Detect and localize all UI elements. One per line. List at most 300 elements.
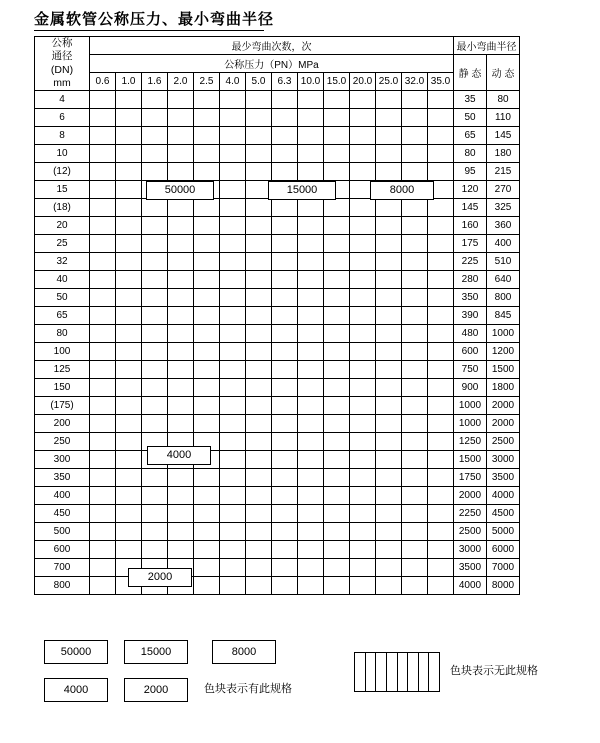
cell-r24-c5 [220, 523, 246, 541]
dn-value: 350 [35, 469, 90, 487]
overlay-label-2000: 2000 [128, 568, 192, 587]
cell-r16-c7 [272, 379, 298, 397]
cell-r1-c2 [142, 109, 168, 127]
cell-r19-c1 [116, 433, 142, 451]
cell-r10-c10 [350, 271, 376, 289]
static-radius: 600 [454, 343, 487, 361]
cell-r9-c4 [194, 253, 220, 271]
dn-value: 65 [35, 307, 90, 325]
cell-r0-c0 [90, 91, 116, 109]
dynamic-radius: 360 [487, 217, 520, 235]
pressure-col-13: 35.0 [428, 73, 454, 91]
cell-r1-c5 [220, 109, 246, 127]
cell-r22-c6 [246, 487, 272, 505]
cell-r6-c12 [402, 199, 428, 217]
cell-r15-c6 [246, 361, 272, 379]
dynamic-radius: 1200 [487, 343, 520, 361]
dn-value: 32 [35, 253, 90, 271]
cell-r0-c3 [168, 91, 194, 109]
cell-r18-c11 [376, 415, 402, 433]
cell-r12-c2 [142, 307, 168, 325]
cell-r5-c0 [90, 181, 116, 199]
cell-r21-c4 [194, 469, 220, 487]
dn-value: 500 [35, 523, 90, 541]
cell-r7-c6 [246, 217, 272, 235]
cell-r3-c3 [168, 145, 194, 163]
dynamic-radius: 3500 [487, 469, 520, 487]
cell-r12-c5 [220, 307, 246, 325]
dn-value: 6 [35, 109, 90, 127]
cell-r3-c13 [428, 145, 454, 163]
cell-r1-c12 [402, 109, 428, 127]
cell-r19-c13 [428, 433, 454, 451]
cell-r7-c10 [350, 217, 376, 235]
cell-r21-c12 [402, 469, 428, 487]
cell-r1-c13 [428, 109, 454, 127]
cell-r13-c5 [220, 325, 246, 343]
cell-r18-c1 [116, 415, 142, 433]
cell-r24-c4 [194, 523, 220, 541]
legend-box-8000: 8000 [212, 640, 276, 664]
cell-r4-c5 [220, 163, 246, 181]
cell-r23-c8 [298, 505, 324, 523]
cell-r0-c13 [428, 91, 454, 109]
min-radius-header: 最小弯曲半径 [454, 37, 520, 55]
cell-r4-c3 [168, 163, 194, 181]
cell-r4-c1 [116, 163, 142, 181]
cell-r14-c13 [428, 343, 454, 361]
dynamic-radius: 845 [487, 307, 520, 325]
cell-r25-c11 [376, 541, 402, 559]
cell-r25-c10 [350, 541, 376, 559]
cell-r18-c4 [194, 415, 220, 433]
cell-r4-c7 [272, 163, 298, 181]
cell-r13-c6 [246, 325, 272, 343]
cell-r4-c13 [428, 163, 454, 181]
cell-r7-c3 [168, 217, 194, 235]
cell-r26-c6 [246, 559, 272, 577]
cell-r9-c12 [402, 253, 428, 271]
cell-r4-c4 [194, 163, 220, 181]
cell-r14-c2 [142, 343, 168, 361]
cell-r0-c8 [298, 91, 324, 109]
cell-r4-c12 [402, 163, 428, 181]
cell-r2-c12 [402, 127, 428, 145]
table-row [35, 505, 520, 523]
cell-r23-c11 [376, 505, 402, 523]
cell-r15-c2 [142, 361, 168, 379]
cell-r26-c0 [90, 559, 116, 577]
cell-r9-c10 [350, 253, 376, 271]
table-row [35, 433, 520, 451]
cell-r3-c5 [220, 145, 246, 163]
cell-r11-c6 [246, 289, 272, 307]
cell-r0-c1 [116, 91, 142, 109]
cell-r8-c10 [350, 235, 376, 253]
cell-r21-c5 [220, 469, 246, 487]
cell-r27-c13 [428, 577, 454, 595]
cell-r12-c1 [116, 307, 142, 325]
static-header: 静 态 [454, 55, 487, 91]
cell-r27-c4 [194, 577, 220, 595]
cell-r1-c3 [168, 109, 194, 127]
cell-r14-c10 [350, 343, 376, 361]
static-radius: 35 [454, 91, 487, 109]
cell-r4-c0 [90, 163, 116, 181]
cell-r8-c2 [142, 235, 168, 253]
cell-r12-c3 [168, 307, 194, 325]
cell-r9-c6 [246, 253, 272, 271]
cell-r9-c13 [428, 253, 454, 271]
cell-r13-c12 [402, 325, 428, 343]
cell-r4-c9 [324, 163, 350, 181]
cell-r9-c9 [324, 253, 350, 271]
dynamic-radius: 110 [487, 109, 520, 127]
cell-r27-c7 [272, 577, 298, 595]
cell-r3-c7 [272, 145, 298, 163]
cell-r25-c2 [142, 541, 168, 559]
static-radius: 1000 [454, 397, 487, 415]
cell-r1-c11 [376, 109, 402, 127]
table-row [35, 253, 520, 271]
cell-r25-c7 [272, 541, 298, 559]
cell-r24-c11 [376, 523, 402, 541]
pressure-col-11: 25.0 [376, 73, 402, 91]
cell-r3-c2 [142, 145, 168, 163]
dn-value: 400 [35, 487, 90, 505]
cell-r10-c9 [324, 271, 350, 289]
cell-r25-c13 [428, 541, 454, 559]
cell-r6-c8 [298, 199, 324, 217]
static-radius: 280 [454, 271, 487, 289]
cell-r12-c7 [272, 307, 298, 325]
cell-r23-c7 [272, 505, 298, 523]
table-row [35, 397, 520, 415]
cell-r23-c5 [220, 505, 246, 523]
cell-r2-c9 [324, 127, 350, 145]
overlay-label-8000: 8000 [370, 181, 434, 200]
cell-r11-c8 [298, 289, 324, 307]
static-radius: 175 [454, 235, 487, 253]
static-radius: 2250 [454, 505, 487, 523]
cell-r19-c0 [90, 433, 116, 451]
cell-r11-c2 [142, 289, 168, 307]
table-header [35, 37, 520, 91]
cell-r3-c11 [376, 145, 402, 163]
cell-r18-c7 [272, 415, 298, 433]
static-radius: 2000 [454, 487, 487, 505]
cell-r25-c1 [116, 541, 142, 559]
cell-r24-c12 [402, 523, 428, 541]
cell-r10-c1 [116, 271, 142, 289]
cell-r4-c6 [246, 163, 272, 181]
cell-r22-c13 [428, 487, 454, 505]
legend-box-2000: 2000 [124, 678, 188, 702]
cell-r22-c5 [220, 487, 246, 505]
cell-r11-c0 [90, 289, 116, 307]
cell-r15-c7 [272, 361, 298, 379]
cell-r15-c0 [90, 361, 116, 379]
cell-r16-c5 [220, 379, 246, 397]
cell-r6-c1 [116, 199, 142, 217]
cell-r21-c1 [116, 469, 142, 487]
cell-r15-c3 [168, 361, 194, 379]
cell-r19-c10 [350, 433, 376, 451]
cell-r23-c13 [428, 505, 454, 523]
cell-r25-c12 [402, 541, 428, 559]
cell-r27-c0 [90, 577, 116, 595]
cell-r23-c4 [194, 505, 220, 523]
cell-r17-c0 [90, 397, 116, 415]
static-radius: 3000 [454, 541, 487, 559]
dynamic-radius: 1000 [487, 325, 520, 343]
cell-r9-c1 [116, 253, 142, 271]
cell-r26-c8 [298, 559, 324, 577]
cell-r6-c3 [168, 199, 194, 217]
cell-r0-c11 [376, 91, 402, 109]
cell-r12-c11 [376, 307, 402, 325]
cell-r18-c5 [220, 415, 246, 433]
cell-r22-c1 [116, 487, 142, 505]
pressure-col-12: 32.0 [402, 73, 428, 91]
cell-r8-c4 [194, 235, 220, 253]
cell-r23-c9 [324, 505, 350, 523]
static-radius: 80 [454, 145, 487, 163]
table-body [35, 91, 520, 595]
cell-r27-c10 [350, 577, 376, 595]
cell-r8-c6 [246, 235, 272, 253]
pressure-col-2: 1.6 [142, 73, 168, 91]
cell-r14-c6 [246, 343, 272, 361]
dynamic-radius: 2500 [487, 433, 520, 451]
cell-r3-c6 [246, 145, 272, 163]
cell-r19-c6 [246, 433, 272, 451]
table-row [35, 163, 520, 181]
static-radius: 50 [454, 109, 487, 127]
cell-r11-c4 [194, 289, 220, 307]
cell-r6-c10 [350, 199, 376, 217]
cell-r8-c9 [324, 235, 350, 253]
cell-r17-c4 [194, 397, 220, 415]
cell-r25-c5 [220, 541, 246, 559]
static-radius: 1000 [454, 415, 487, 433]
cell-r17-c11 [376, 397, 402, 415]
cell-r12-c12 [402, 307, 428, 325]
cell-r22-c7 [272, 487, 298, 505]
cell-r21-c9 [324, 469, 350, 487]
cell-r8-c8 [298, 235, 324, 253]
cell-r11-c9 [324, 289, 350, 307]
cell-r1-c7 [272, 109, 298, 127]
dynamic-header: 动 态 [487, 55, 520, 91]
cell-r7-c0 [90, 217, 116, 235]
static-radius: 2500 [454, 523, 487, 541]
table-row [35, 361, 520, 379]
table-row [35, 127, 520, 145]
pressure-col-10: 20.0 [350, 73, 376, 91]
cell-r15-c1 [116, 361, 142, 379]
cell-r17-c1 [116, 397, 142, 415]
pressure-col-7: 6.3 [272, 73, 298, 91]
legend-box-4000: 4000 [44, 678, 108, 702]
cell-r23-c3 [168, 505, 194, 523]
legend-box-15000: 15000 [124, 640, 188, 664]
cell-r24-c10 [350, 523, 376, 541]
cell-r22-c9 [324, 487, 350, 505]
static-radius: 900 [454, 379, 487, 397]
static-radius: 750 [454, 361, 487, 379]
cell-r8-c7 [272, 235, 298, 253]
table-row [35, 109, 520, 127]
cell-r1-c0 [90, 109, 116, 127]
cell-r16-c4 [194, 379, 220, 397]
cell-r7-c7 [272, 217, 298, 235]
cell-r11-c13 [428, 289, 454, 307]
cell-r6-c2 [142, 199, 168, 217]
dn-value: 15 [35, 181, 90, 199]
cell-r4-c2 [142, 163, 168, 181]
cell-r7-c9 [324, 217, 350, 235]
dn-value: 600 [35, 541, 90, 559]
table-row [35, 343, 520, 361]
cell-r6-c4 [194, 199, 220, 217]
cell-r20-c6 [246, 451, 272, 469]
table-row [35, 469, 520, 487]
cell-r0-c4 [194, 91, 220, 109]
cell-r2-c7 [272, 127, 298, 145]
cell-r7-c5 [220, 217, 246, 235]
cell-r24-c8 [298, 523, 324, 541]
dn-value: 300 [35, 451, 90, 469]
cell-r17-c12 [402, 397, 428, 415]
dn-value: 80 [35, 325, 90, 343]
static-radius: 4000 [454, 577, 487, 595]
legend-color-note: 色块表示有此规格 [204, 683, 292, 695]
cell-r0-c5 [220, 91, 246, 109]
cell-r19-c7 [272, 433, 298, 451]
cell-r11-c5 [220, 289, 246, 307]
dynamic-radius: 145 [487, 127, 520, 145]
cell-r13-c7 [272, 325, 298, 343]
cell-r20-c5 [220, 451, 246, 469]
cell-r9-c0 [90, 253, 116, 271]
cell-r22-c10 [350, 487, 376, 505]
cell-r6-c5 [220, 199, 246, 217]
cell-r6-c11 [376, 199, 402, 217]
cell-r18-c8 [298, 415, 324, 433]
cell-r18-c6 [246, 415, 272, 433]
dn-value: 25 [35, 235, 90, 253]
cell-r20-c9 [324, 451, 350, 469]
cell-r9-c11 [376, 253, 402, 271]
cell-r13-c10 [350, 325, 376, 343]
cell-r13-c13 [428, 325, 454, 343]
cell-r14-c0 [90, 343, 116, 361]
cell-r18-c13 [428, 415, 454, 433]
dynamic-radius: 2000 [487, 397, 520, 415]
cell-r21-c2 [142, 469, 168, 487]
cell-r21-c8 [298, 469, 324, 487]
cell-r16-c6 [246, 379, 272, 397]
cell-r12-c0 [90, 307, 116, 325]
cell-r8-c1 [116, 235, 142, 253]
pressure-value-row [35, 73, 520, 91]
cell-r15-c4 [194, 361, 220, 379]
cell-r3-c4 [194, 145, 220, 163]
table-row [35, 577, 520, 595]
cell-r25-c9 [324, 541, 350, 559]
cell-r24-c6 [246, 523, 272, 541]
cell-r27-c12 [402, 577, 428, 595]
cell-r23-c1 [116, 505, 142, 523]
cell-r13-c4 [194, 325, 220, 343]
table-row [35, 415, 520, 433]
cell-r1-c1 [116, 109, 142, 127]
dynamic-radius: 270 [487, 181, 520, 199]
cell-r25-c8 [298, 541, 324, 559]
cell-r21-c0 [90, 469, 116, 487]
cell-r10-c5 [220, 271, 246, 289]
cell-r10-c4 [194, 271, 220, 289]
dn-value: 10 [35, 145, 90, 163]
cell-r21-c6 [246, 469, 272, 487]
cell-r10-c8 [298, 271, 324, 289]
table-row [35, 217, 520, 235]
cell-r13-c11 [376, 325, 402, 343]
cell-r21-c3 [168, 469, 194, 487]
pressure-col-5: 4.0 [220, 73, 246, 91]
cell-r6-c0 [90, 199, 116, 217]
cell-r16-c11 [376, 379, 402, 397]
static-radius: 145 [454, 199, 487, 217]
table-row [35, 487, 520, 505]
cell-r16-c8 [298, 379, 324, 397]
cell-r1-c8 [298, 109, 324, 127]
cell-r4-c10 [350, 163, 376, 181]
cell-r4-c8 [298, 163, 324, 181]
cell-r7-c12 [402, 217, 428, 235]
cell-r20-c12 [402, 451, 428, 469]
cell-r26-c7 [272, 559, 298, 577]
static-radius: 160 [454, 217, 487, 235]
dynamic-radius: 325 [487, 199, 520, 217]
cell-r15-c5 [220, 361, 246, 379]
spec-table [34, 36, 520, 595]
cell-r17-c9 [324, 397, 350, 415]
cell-r12-c13 [428, 307, 454, 325]
cell-r3-c10 [350, 145, 376, 163]
static-radius: 1500 [454, 451, 487, 469]
table-row [35, 289, 520, 307]
cell-r17-c3 [168, 397, 194, 415]
cell-r7-c13 [428, 217, 454, 235]
cell-r11-c7 [272, 289, 298, 307]
legend-grid-note: 色块表示无此规格 [450, 665, 538, 677]
cell-r23-c2 [142, 505, 168, 523]
cell-r22-c0 [90, 487, 116, 505]
cell-r27-c11 [376, 577, 402, 595]
dynamic-radius: 5000 [487, 523, 520, 541]
dn-value: 800 [35, 577, 90, 595]
cell-r7-c11 [376, 217, 402, 235]
cell-r14-c8 [298, 343, 324, 361]
pressure-col-8: 10.0 [298, 73, 324, 91]
cell-r6-c6 [246, 199, 272, 217]
cell-r10-c3 [168, 271, 194, 289]
cell-r3-c1 [116, 145, 142, 163]
cell-r8-c3 [168, 235, 194, 253]
static-radius: 65 [454, 127, 487, 145]
